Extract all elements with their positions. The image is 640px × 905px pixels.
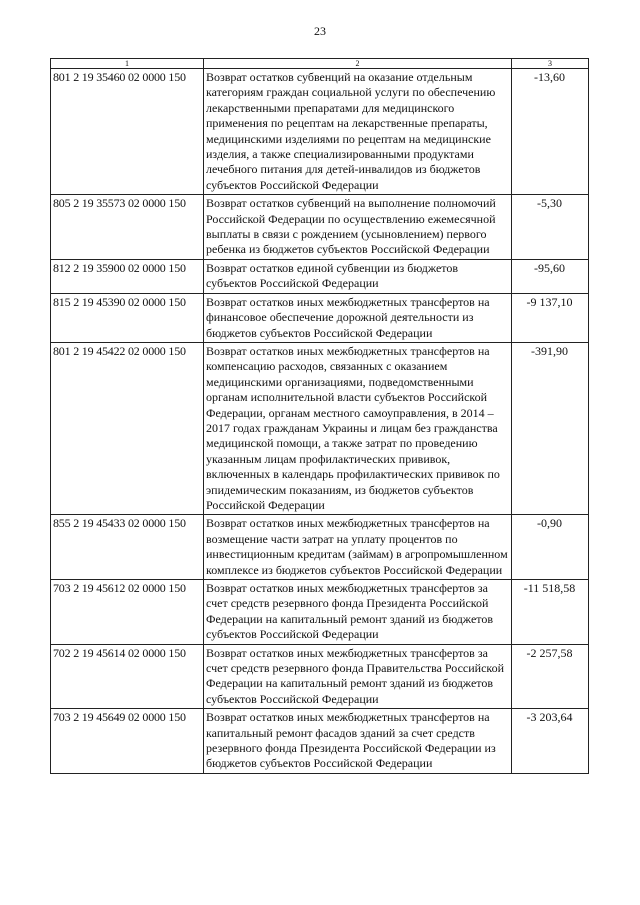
budget-code: 703 2 19 45612 02 0000 150 xyxy=(51,580,204,645)
item-amount: -0,90 xyxy=(512,515,589,580)
table-row xyxy=(51,644,589,709)
column-header-2: 2 xyxy=(204,59,512,69)
budget-code: 812 2 19 35900 02 0000 150 xyxy=(51,259,204,293)
item-amount: -13,60 xyxy=(512,69,589,195)
item-description: Возврат остатков субвенций на выполнение полномочий Российской Федерации по осуществлению ежемесячной выплаты в связи с рождением (усыновлением) первого ребенка из бюджетов субъектов Российской Федерации xyxy=(204,195,512,260)
item-description: Возврат остатков иных межбюджетных трансфертов на финансовое обеспечение дорожной деятельности из бюджетов субъектов Российской Федерации xyxy=(204,293,512,342)
item-amount: -9 137,10 xyxy=(512,293,589,342)
column-header-1: 1 xyxy=(51,59,204,69)
item-amount: -95,60 xyxy=(512,259,589,293)
budget-code: 805 2 19 35573 02 0000 150 xyxy=(51,195,204,260)
item-amount: -3 203,64 xyxy=(512,709,589,774)
budget-code: 815 2 19 45390 02 0000 150 xyxy=(51,293,204,342)
item-amount: -2 257,58 xyxy=(512,644,589,709)
column-header-3: 3 xyxy=(512,59,589,69)
table-row xyxy=(51,259,589,293)
item-description: Возврат остатков субвенций на оказание отдельным категориям граждан социальной услуги по обеспечению лекарственными препаратами для медицинского применения по рецептам на лекарственные препараты, медицинскими изделиями по рецептам на медицинские изделия, а также специализированными продуктами лечебного питания для детей-инвалидов из бюджетов субъектов Российской Федерации xyxy=(204,69,512,195)
item-amount: -391,90 xyxy=(512,342,589,514)
item-description: Возврат остатков иных межбюджетных трансфертов за счет средств резервного фонда Президента Российской Федерации на капитальный ремонт зданий из бюджетов субъектов Российской Федерации xyxy=(204,580,512,645)
table-row xyxy=(51,195,589,260)
budget-table xyxy=(50,58,589,774)
budget-code: 801 2 19 45422 02 0000 150 xyxy=(51,342,204,514)
table-row xyxy=(51,342,589,514)
item-amount: -5,30 xyxy=(512,195,589,260)
item-amount: -11 518,58 xyxy=(512,580,589,645)
item-description: Возврат остатков иных межбюджетных трансфертов на капитальный ремонт фасадов зданий за счет средств резервного фонда Президента Российской Федерации из бюджетов субъектов Российской Федерации xyxy=(204,709,512,774)
table-row xyxy=(51,709,589,774)
budget-code: 703 2 19 45649 02 0000 150 xyxy=(51,709,204,774)
table-row xyxy=(51,580,589,645)
table-row xyxy=(51,293,589,342)
table-row xyxy=(51,69,589,195)
budget-code: 702 2 19 45614 02 0000 150 xyxy=(51,644,204,709)
page-number: 23 xyxy=(314,24,326,38)
item-description: Возврат остатков иных межбюджетных трансфертов за счет средств резервного фонда Правительства Российской Федерации на капитальный ремонт зданий из бюджетов субъектов Российской Федерации xyxy=(204,644,512,709)
item-description: Возврат остатков единой субвенции из бюджетов субъектов Российской Федерации xyxy=(204,259,512,293)
table-header-row xyxy=(51,59,589,69)
table-row xyxy=(51,515,589,580)
budget-code: 855 2 19 45433 02 0000 150 xyxy=(51,515,204,580)
budget-code: 801 2 19 35460 02 0000 150 xyxy=(51,69,204,195)
item-description: Возврат остатков иных межбюджетных трансфертов на возмещение части затрат на уплату процентов по инвестиционным кредитам (займам) в агропромышленном комплексе из бюджетов субъектов Российской Федерации xyxy=(204,515,512,580)
item-description: Возврат остатков иных межбюджетных трансфертов на компенсацию расходов, связанных с оказанием медицинскими организациями, подведомственными органам исполнительной власти субъектов Российской Федерации, органам местного самоуправления, в 2014 – 2017 годах гражданам Украины и лицам без гражданства медицинской помощи, а также затрат по проведению указанным лицам профилактических прививок, включенных в календарь профилактических прививок по эпидемическим показаниям, из бюджетов субъектов Российской Федерации xyxy=(204,342,512,514)
